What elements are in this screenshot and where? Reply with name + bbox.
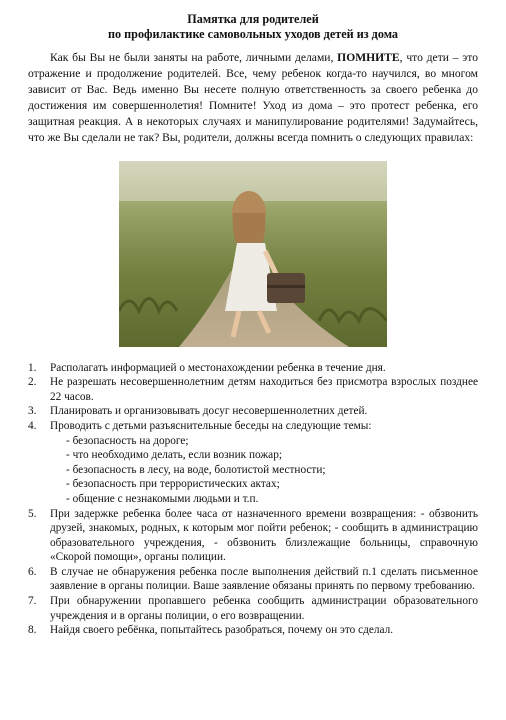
suitcase-strap	[267, 285, 305, 288]
rule-sub-item: - что необходимо делать, если возник пожар;	[66, 449, 282, 462]
rule-8	[28, 623, 478, 638]
rule-7	[28, 594, 478, 623]
rule-number: 2.	[28, 376, 37, 389]
rule-text: При обнаружении пропавшего ребенка сообщить администрации образовательного учреждения и в органы полиции, о его возвращении.	[50, 595, 478, 622]
rule-text: Располагать информацией о местонахождении ребенка в течение дня.	[50, 361, 386, 374]
rule-text: При задержке ребенка более часа от назначенного времени возвращения: - обзвонить друзей, знакомых, родных, к которым мог пойти ребенок; - сообщить в администрацию образовательного учреждения, - обзвонить близлежащие больницы, справочную «Скорой помощи», органы полиции.	[50, 507, 478, 564]
rule-sub-item: - безопасность на дороге;	[66, 434, 189, 447]
rule-sub-item: - общение с незнакомыми людьми и т.п.	[66, 492, 259, 505]
rule-5	[28, 507, 478, 565]
rule-text: Найдя своего ребёнка, попытайтесь разобраться, почему он это сделал.	[50, 624, 394, 637]
rule-text: Планировать и организовывать досуг несовершеннолетних детей.	[50, 405, 368, 418]
rule-number: 4.	[28, 419, 37, 432]
rule-1	[28, 361, 478, 376]
rules-list	[28, 361, 478, 638]
rule-3	[28, 404, 478, 419]
rule-4	[28, 419, 478, 507]
rule-text: В случае не обнаружения ребенка после выполнения действий п.1 сделать письменное заявление в органы полиции. Ваше заявление обязаны принять по первому требованию.	[50, 565, 478, 593]
rule-number: 3.	[28, 405, 37, 418]
title-line-1: Памятка для родителей	[187, 12, 319, 26]
rule-number: 7.	[28, 595, 37, 608]
rule-number: 6.	[28, 565, 37, 578]
rule-text: Проводить с детьми разъяснительные беседы на следующие темы:	[50, 419, 372, 432]
rule-number: 5.	[28, 507, 37, 520]
intro-emphasis: ПОМНИТЕ	[337, 51, 400, 64]
document-title	[28, 12, 478, 42]
rule-text-group	[50, 419, 478, 507]
rule-2	[28, 375, 478, 404]
rule-sub-item: - безопасность в лесу, на воде, болотистой местности;	[66, 463, 326, 476]
rule-6	[28, 565, 478, 594]
intro-paragraph	[28, 50, 478, 147]
rule-number: 8.	[28, 624, 37, 637]
intro-part-1: Как бы Вы не были заняты на работе, личными делами,	[50, 51, 338, 64]
rule-text: Не разрешать несовершеннолетним детям находиться без присмотра взрослых позднее 22 часов.	[50, 376, 478, 403]
rule-number: 1.	[28, 361, 37, 374]
intro-part-2: , что дети – это отражение и продолжение родителей. Все, чему ребенок когда-то научился, во многом зависит от Вас. Ведь именно Вы несете полную ответственность за своего ребенка до достижения им совершеннолетия! Помните! Уход из дома – это протест ребенка, его защитная реакция. А в некоторых случаях и манипулирование родителями! Задумайтесь, что же Вы сделали не так? Вы, родители, должны всегда помнить о следующих правилах:	[28, 51, 478, 145]
photo-illustration	[119, 161, 387, 347]
child-with-suitcase-photo	[119, 161, 387, 347]
title-line-2: по профилактике самовольных уходов детей из дома	[107, 27, 399, 41]
rule-sub-item: - безопасность при террористических актах;	[66, 478, 280, 491]
